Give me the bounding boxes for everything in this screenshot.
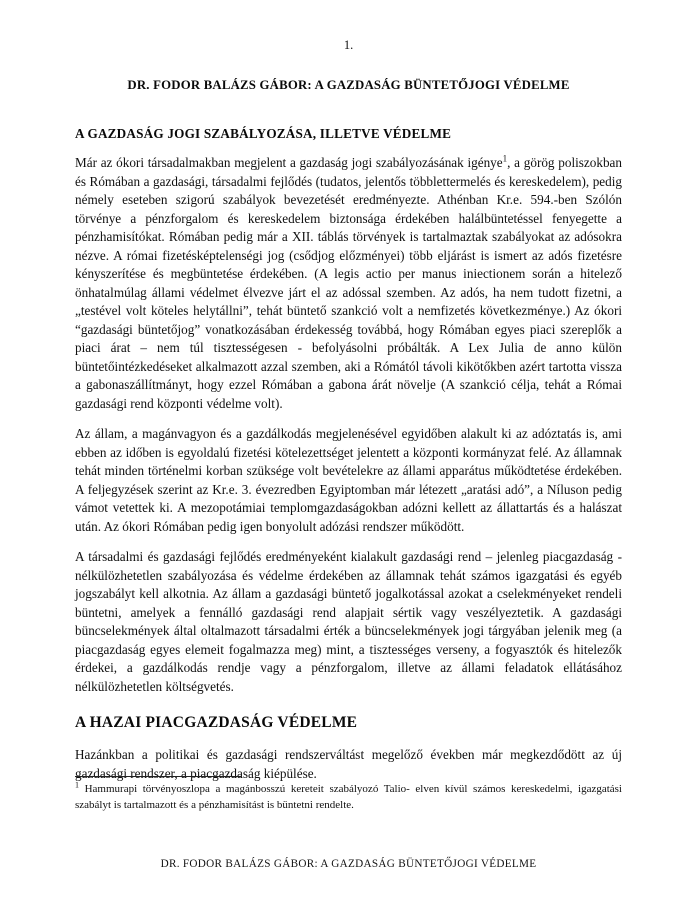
footnote-reference: 1 [502, 153, 508, 164]
footnote-separator-line [75, 776, 241, 777]
paragraph-domestic-transition: Hazánkban a politikai és gazdasági rendszerváltást megelőző években már megkezdődött az új gazdasági rendszer, a piacgazdaság kiépülése. [75, 747, 622, 781]
page-number: 1. [343, 38, 354, 52]
section-heading-regulation: A GAZDASÁG JOGI SZABÁLYOZÁSA, ILLETVE VÉDELME [75, 126, 452, 141]
page-footer: DR. FODOR BALÁZS GÁBOR: A GAZDASÁG BÜNTETŐJOGI VÉDELME [160, 858, 537, 870]
section-heading-domestic-market: A HAZAI PIACGAZDASÁG VÉDELME [75, 714, 358, 731]
paragraph-taxation: Az állam, a magánvagyon és a gazdálkodás megjelenésével egyidőben alakult ki az adóztatás is, ami ebben az időben is egyoldalú fizetési kötelezettséget jelentett a központi kormányzat felé. Az államnak tehát minden történelmi korban szüksége volt bevételekre az állami apparátus működtetése érdekében. A feljegyzések szerint az Kr.e. 3. évezredben Egyiptomban már létezett „aratási adó”, a Níluson pedig vámot vetettek ki. A mezopotámiai templomgazdaságokban adózni kellett az állattartás és a halászat után. Az ókori Rómában pedig igen bonyolult adózási rendszer működött. [75, 426, 622, 534]
footnote-block [75, 776, 622, 813]
footnote [75, 782, 622, 813]
page-content [75, 38, 622, 790]
paragraph-text: , a görög poliszokban és Rómában a gazdasági, társadalmi fejlődés (tudatos, jelentős többlettermelés és kereskedelem), pedig némely eseteben szigorú szabályok bevezetését eredményezte. Athénban Kr.e. 594.-ben Szólón törvénye a pénzforgalom és kereskedelem biztonsága érdekében halálbüntetéssel fenyegette a pénzhamisítókat. Rómában pedig már a XII. táblás törvények is tartalmaztak szabályokat az adósokra nézve. A római fizetésképtelenségi jog (csődjog előzményei) több eljárást is ismert az adós fizetésre kényszerítése és megbüntetése érdekében. (A legis actio per manus iniectionem során a hitelező önhatalmúlag állami védelmet élvezve járt el az adóssal szemben. Az adós, ha nem tudott fizetni, a „testével volt köteles helytállni”, tehát büntető szankció volt a nemfizetés következménye.) Az ókori “gazdasági büntetőjog” vonatkozásában érdekesség továbbá, hogy Rómában egyes piaci szereplők a piaci árat – nem túl tisztességesen - befolyásolni próbálták. A Lex Julia de anno külön büntetőintézkedéseket alkalmazott azzal szemben, aki a Rómától távoli kikötőkben azért tartotta vissza a gabonaszállítmányt, hogy ezzel Rómában a gabona árát növelje (A szankció célja, tehát a Római gazdasági rend központi védelme volt). [75, 155, 622, 411]
paragraph-market-economy-regulation: A társadalmi és gazdasági fejlődés eredményeként kialakult gazdasági rend – jelenleg piacgazdaság - nélkülözhetetlen szabályozása és védelme érdekében az államnak tehát számos igazgatási és egyéb jogszabályt kell alkotnia. Az állam a gazdasági büntető jogalkotással azokat a cselekményeket rendeli büntetni, amelyek a fennálló gazdasági rend alapjait sértik vagy veszélyeztetik. A gazdasági büncselekmények által oltalmazott társadalmi érték a büncselekmények jogi tárgyában jelenik meg (a piacgazdaság egyes elemeit fogalmazza meg) mint, a tisztességes verseny, a fogyasztók és hitelezők érdekei, a gazdálkodás rendje vagy a pénzforgalom, illetve az állami feladatok ellátásához nélkülözhetetlen költségvetés. [75, 549, 622, 694]
footnote-marker: 1 [75, 780, 79, 790]
paragraph-ancient-law [75, 154, 622, 413]
document-title: DR. FODOR BALÁZS GÁBOR: A GAZDASÁG BÜNTETŐJOGI VÉDELME [127, 78, 570, 92]
footnote-text: Hammurapi törvényoszlopa a magánbosszú kereteit szabályozó Talio- elven kívül számos kereskedelmi, igazgatási szabályt is tartalmazott és a pénzhamisítást is büntetni rendelte. [75, 783, 622, 811]
paragraph-text: Már az ókori társadalmakban megjelent a gazdaság jogi szabályozásának igénye [75, 155, 503, 170]
